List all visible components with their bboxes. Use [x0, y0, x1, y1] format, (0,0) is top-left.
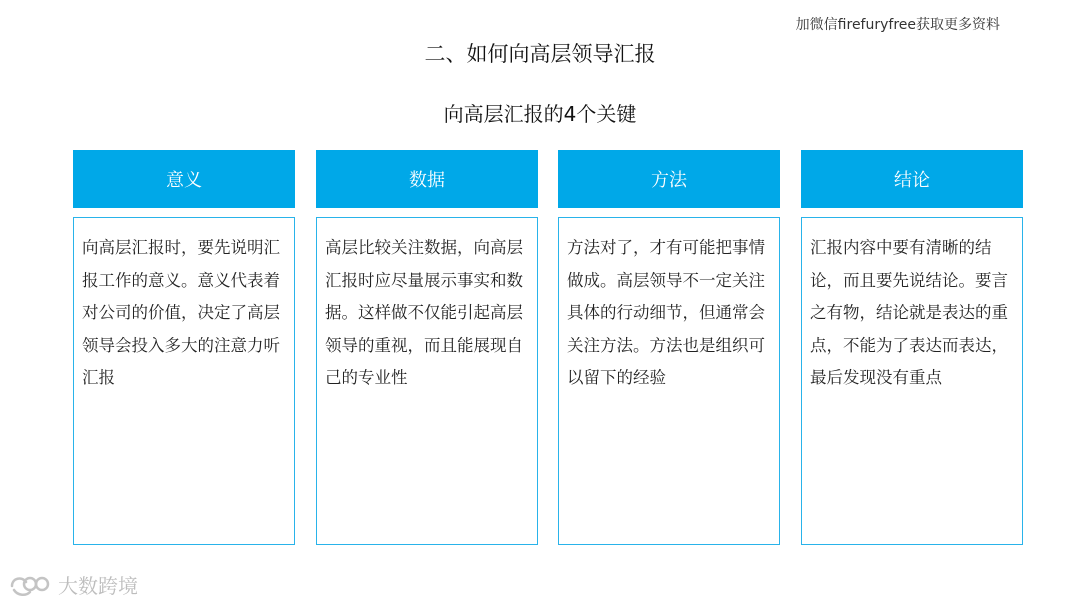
card-body: 方法对了，才有可能把事情做成。高层领导不一定关注具体的行动细节，但通常会关注方法。方法也是组织可以留下的经验	[558, 217, 780, 545]
card-title: 结论	[894, 170, 930, 191]
card-header	[801, 150, 1023, 208]
card-title: 意义	[166, 170, 202, 191]
card-conclusion	[801, 150, 1023, 545]
page-title: 二、如何向高层领导汇报	[424, 42, 656, 66]
card-body: 汇报内容中要有清晰的结论，而且要先说结论。要言之有物，结论就是表达的重点，不能为了表达而表达，最后发现没有重点	[801, 217, 1023, 545]
watermark	[8, 570, 138, 599]
card-title: 方法	[651, 170, 687, 191]
page-subtitle: 向高层汇报的4个关键	[443, 102, 637, 126]
card-header	[316, 150, 538, 208]
top-note: 加微信firefuryfree获取更多资料	[795, 17, 1000, 33]
watermark-text: 大数跨境	[58, 574, 138, 598]
card-title: 数据	[409, 170, 445, 191]
card-body: 向高层汇报时，要先说明汇报工作的意义。意义代表着对公司的价值，决定了高层领导会投入多大的注意力听汇报	[73, 217, 295, 545]
card-header	[558, 150, 780, 208]
card-body: 高层比较关注数据，向高层汇报时应尽量展示事实和数据。这样做不仅能引起高层领导的重视，而且能展现自己的专业性	[316, 217, 538, 545]
card-method	[558, 150, 780, 545]
logo-icon	[8, 572, 52, 598]
card-significance	[73, 150, 295, 545]
card-header	[73, 150, 295, 208]
card-data	[316, 150, 538, 545]
